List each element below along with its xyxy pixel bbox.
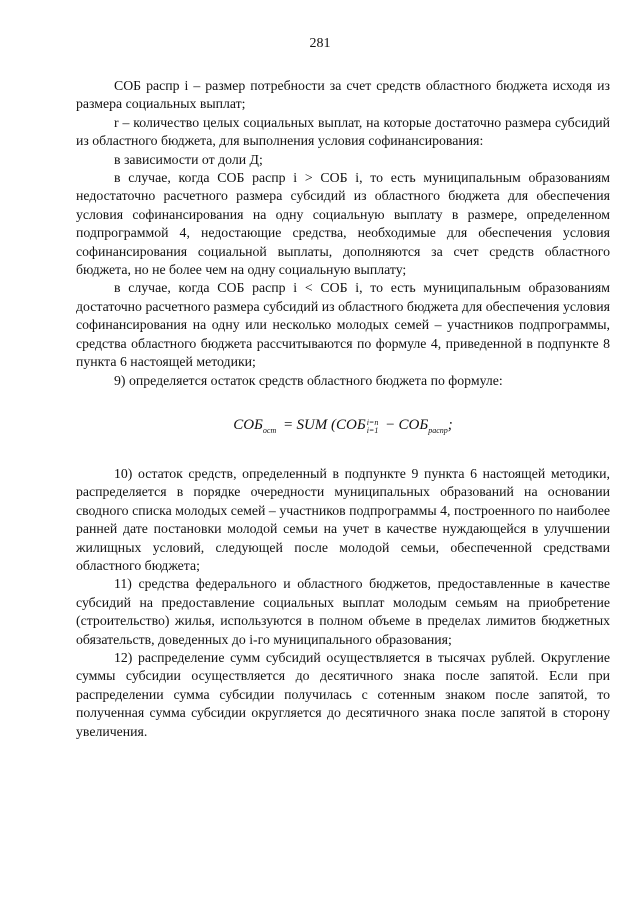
formula-lower-limit: i=1	[366, 425, 379, 435]
paragraph: в случае, когда СОБ распр i < СОБ i, то есть муниципальным образованиям достаточно расчетного размера субсидий из областного бюджета для обеспечения условия софинансирования на одну или несколько молодых семей – участников подпрограммы, средства областного бюджета рассчитываются по формуле 4, приведенной в подпункте 8 пункта 6 настоящей методики;	[76, 280, 610, 370]
formula-function: SUM	[296, 416, 328, 433]
formula-limits	[367, 419, 379, 435]
paragraph: 10) остаток средств, определенный в подпункте 9 пункта 6 настоящей методики, распределяется в порядке очередности муниципальных образований на основании сводного списка молодых семей – участников подпрограммы 4, построенного по наиболее ранней дате постановки молодой семьи на учет в качестве нуждающейся в улучшении жилищных условий, следующей после молодой семьи, обеспеченной средствами областного бюджета;	[76, 465, 610, 573]
paragraph: 9) определяется остаток средств областного бюджета по формуле:	[114, 372, 503, 388]
formula-remainder	[76, 415, 610, 441]
formula-lhs: СОБ	[233, 416, 263, 433]
paragraph: СОБ распр i – размер потребности за счет средств областного бюджета исходя из размера социальных выплат;	[76, 78, 610, 112]
formula-minus: −	[386, 416, 395, 433]
paragraph: в зависимости от доли Д;	[114, 151, 263, 167]
paragraph: 12) распределение сумм субсидий осуществляется в тысячах рублей. Округление суммы субсидии осуществляется до десятичного знака после запятой. Если при распределении сумма субсидии получилась с сотенным знаком после запятой, то полученная сумма субсидии округляется до десятичного знака после запятой в сторону увеличения.	[76, 649, 610, 739]
paragraph: 11) средства федерального и областного бюджетов, предоставленные в качестве субсидий на предоставление социальных выплат молодым семьям на приобретение (строительство) жилья, используются в полном объеме в пределах лимитов бюджетных обязательств, доведенных до i-го муниципального образования;	[76, 576, 610, 647]
paragraph: r – количество целых социальных выплат, на которые достаточно размера субсидий из областного бюджета, для выполнения условия софинансирования:	[76, 114, 610, 149]
formula-lhs-subscript: ост	[262, 425, 277, 435]
formula-equals: =	[283, 416, 293, 433]
formula-term2: СОБ	[398, 416, 429, 433]
paragraph: в случае, когда СОБ распр i > СОБ i, то есть муниципальным образованиям недостаточно расчетного размера субсидий из областного бюджета для обеспечения условия софинансирования на одну социальную выплату в размере, определенном подпрограммой 4, недостающие средства, необходимые для обеспечения условия софинансирования социальной выплаты, дополняются за счет средств областного бюджета, но не более чем на одну социальную выплату;	[76, 170, 610, 278]
formula-end: ;	[447, 416, 453, 433]
formula-upper-limit: i=n	[366, 417, 379, 427]
document-body	[76, 77, 610, 741]
formula-term1: СОБ	[336, 416, 366, 433]
formula-open-paren: (	[331, 416, 337, 433]
page-number: 281	[309, 36, 331, 51]
formula-term2-subscript: распр	[428, 425, 448, 435]
